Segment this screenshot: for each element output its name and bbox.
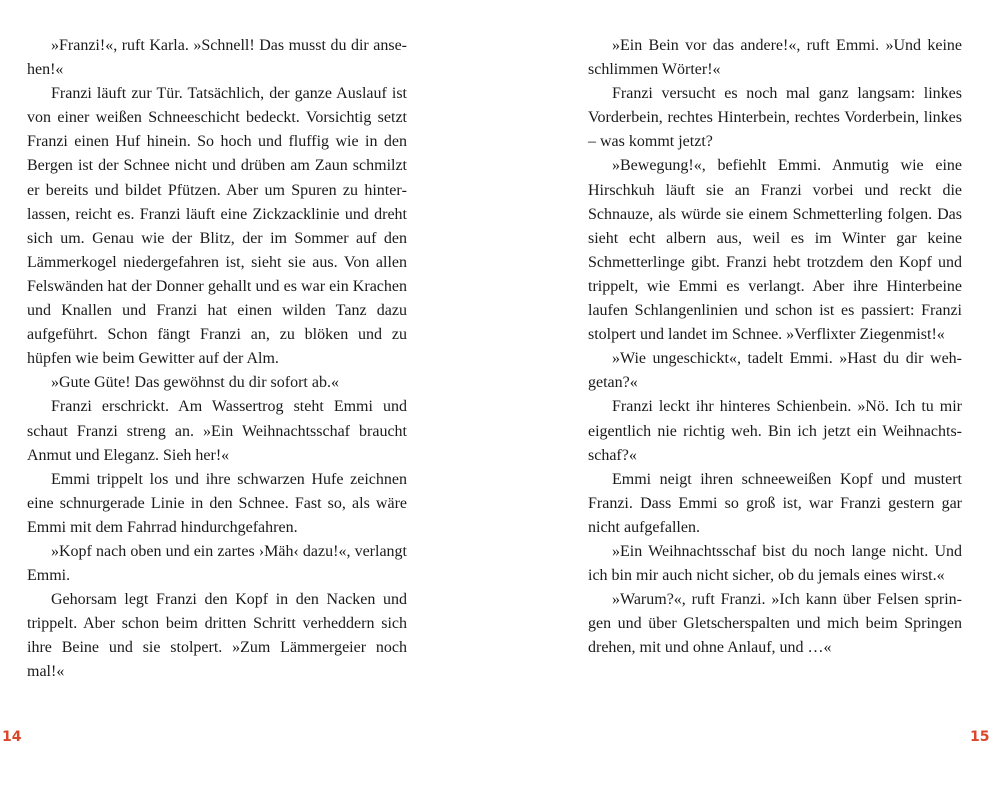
paragraph: »Warum?«, ruft Franzi. »Ich kann über Felsen springen und über Gletscherspalten und mich beim Springen drehen, mit und ohne Anlauf, und …« bbox=[588, 591, 962, 657]
left-page-text bbox=[27, 34, 407, 685]
paragraph: Emmi neigt ihren schneeweißen Kopf und mustert Franzi. Dass Emmi so groß ist, war Franzi gestern gar nicht aufgefallen. bbox=[588, 470, 962, 536]
paragraph: Franzi leckt ihr hinteres Schienbein. »Nö. Ich tu mir eigentlich nie richtig weh. Bin ich jetzt ein Weihnachtsschaf?« bbox=[588, 398, 962, 464]
paragraph: Gehorsam legt Franzi den Kopf in den Nacken und trippelt. Aber schon beim dritten Schritt verheddern sich ihre Beine und sie stolpert. »Zum Lämmergeier noch mal!« bbox=[27, 591, 407, 681]
paragraph: Emmi trippelt los und ihre schwarzen Hufe zeichnen eine schnurgerade Linie in den Schnee. Fast so, als wäre Emmi mit dem Fahrrad hindurchgefahren. bbox=[27, 470, 407, 536]
page-number-left: 14 bbox=[2, 729, 22, 745]
paragraph: »Ein Bein vor das andere!«, ruft Emmi. »Und keine schlimmen Wörter!« bbox=[588, 37, 962, 79]
paragraph: »Bewegung!«, befiehlt Emmi. Anmutig wie eine Hirschkuh läuft sie an Franzi vorbei und reckt die Schnauze, als würde sie einem Schmetterling folgen. Das sieht echt albern aus, weil es im Winter gar keine Schmetterlinge gibt. Franzi hebt trotzdem den Kopf und trippelt, wie Emmi es verlangt. Aber ihre Hinterbeine laufen Schlangenlinien und schon ist es passiert: Franzi stolpert und landet im Schnee. »Verflixter Ziegenmist!« bbox=[588, 157, 962, 344]
paragraph: »Kopf nach oben und ein zartes ›Mäh‹ dazu!«, verlangt Emmi. bbox=[27, 542, 407, 585]
paragraph: Franzi erschrickt. Am Wassertrog steht Emmi und schaut Franzi streng an. »Ein Weihnachtsschaf braucht Anmut und Eleganz. Sieh her!« bbox=[27, 398, 407, 464]
right-page-text bbox=[588, 34, 962, 660]
page-number-right: 15 bbox=[970, 729, 990, 745]
paragraph: Franzi läuft zur Tür. Tatsächlich, der ganze Auslauf ist von einer weißen Schneeschicht bedeckt. Vorsichtig setzt Franzi einen Huf hinein. So hoch und fluffig wie in den Bergen ist der Schnee nicht und drüben am Zaun schmilzt er bereits und bildet Pfützen. Aber um Spuren zu hinterlassen, reicht es. Franzi läuft eine Zickzacklinie und dreht sich um. Genau wie der Blitz, der im Sommer auf den Lämmerkogel niedergefahren ist, sieht sie aus. Von allen Felswänden hat der Donner gehallt und es war ein Krachen und Knallen und Franzi hat einen wilden Tanz dazu aufgeführt. Schon fängt Franzi an, zu blöken und zu hüpfen wie beim Gewitter auf der Alm. bbox=[27, 85, 407, 368]
paragraph: »Gute Güte! Das gewöhnst du dir sofort ab.« bbox=[51, 374, 339, 392]
paragraph: »Ein Weihnachtsschaf bist du noch lange nicht. Und ich bin mir auch nicht sicher, ob du jemals eines wirst.« bbox=[588, 542, 962, 585]
paragraph: »Franzi!«, ruft Karla. »Schnell! Das musst du dir ansehen!« bbox=[27, 37, 407, 79]
paragraph: Franzi versucht es noch mal ganz langsam: linkes Vorderbein, rechtes Hinterbein, rechtes Vorderbein, linkes – was kommt jetzt? bbox=[588, 85, 962, 151]
paragraph: »Wie ungeschickt«, tadelt Emmi. »Hast du dir wehgetan?« bbox=[588, 350, 962, 392]
